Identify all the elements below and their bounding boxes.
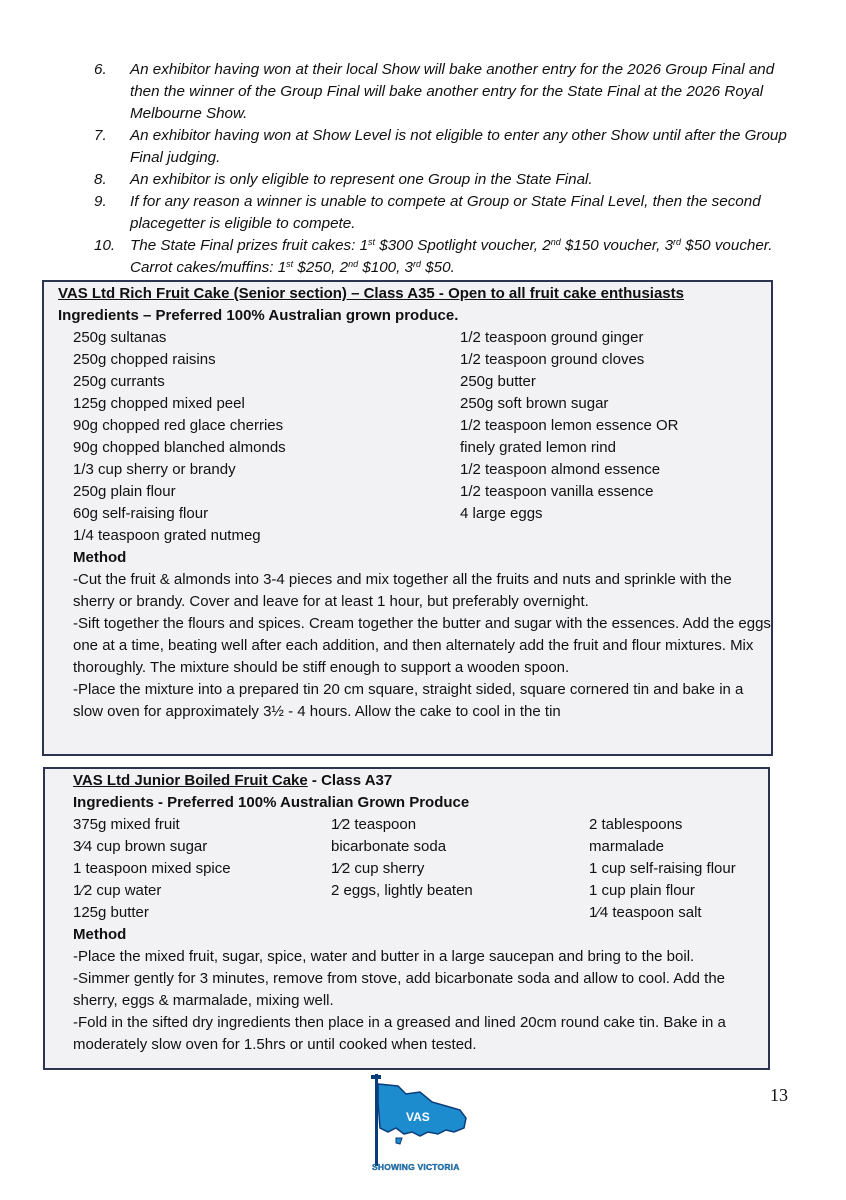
ingredient-item: 250g chopped raisins — [73, 351, 216, 368]
page-number: 13 — [770, 1085, 788, 1105]
method-step: -Fold in the sifted dry ingredients then place in a greased and lined 20cm round cake tin. Bake in a moderately slow oven for 1.5hrs or until cooked when tested. — [73, 1014, 726, 1053]
method-step: -Simmer gently for 3 minutes, remove from stove, add bicarbonate soda and allow to cool. Add the sherry, eggs & marmalade, mixing well. — [73, 970, 726, 1009]
senior-ingredients-heading: Ingredients – Preferred 100% Australian grown produce. — [58, 307, 459, 324]
senior-method — [73, 547, 773, 723]
ingredient-item: 125g chopped mixed peel — [73, 395, 245, 412]
junior-ingredients — [73, 814, 769, 924]
logo-badge-text: VAS — [406, 1110, 430, 1124]
ingredient-item: 250g butter — [460, 373, 536, 390]
ingredient-item: 250g plain flour — [73, 483, 176, 500]
ingredient-item: 250g currants — [73, 373, 165, 390]
ingredient-item: 90g chopped red glace cherries — [73, 417, 284, 434]
ingredient-item: 1⁄2 teaspoon — [331, 816, 417, 833]
ingredient-item: finely grated lemon rind — [460, 439, 616, 456]
ingredient-item: bicarbonate soda — [331, 838, 447, 855]
ingredients-column — [589, 814, 736, 924]
ingredient-item: 1/4 teaspoon grated nutmeg — [73, 527, 261, 544]
ingredient-item: marmalade — [589, 838, 665, 855]
ingredient-item: 2 eggs, lightly beaten — [331, 882, 473, 899]
method-step: -Cut the fruit & almonds into 3-4 pieces and mix together all the fruits and nuts and sprinkle with the sherry or brandy. Cover and leave for at least 1 hour, but preferably overnight. — [73, 571, 732, 610]
senior-recipe-box — [42, 280, 773, 756]
ingredient-item: 1⁄2 cup sherry — [331, 860, 425, 877]
ingredient-item: 1/2 teaspoon vanilla essence — [460, 483, 654, 500]
ingredient-item: 1 teaspoon mixed spice — [73, 860, 231, 877]
method-step: -Sift together the flours and spices. Cream together the butter and sugar with the essences. Add the eggs one at a time, beating well after each addition, and then alternately add the fruit and flour mixtures. Mix thoroughly. The mixture should be stiff enough to support a wooden spoon. — [73, 615, 771, 676]
ingredients-column — [73, 327, 460, 547]
ingredient-item: 60g self-raising flour — [73, 505, 209, 522]
ingredients-column — [460, 327, 678, 547]
ingredient-item: 1/2 teaspoon ground ginger — [460, 329, 644, 346]
ingredient-item: 1/2 teaspoon almond essence — [460, 461, 661, 478]
ingredient-item: 4 large eggs — [460, 505, 543, 522]
rule-item: 8. An exhibitor is only eligible to represent one Group in the State Final. — [94, 171, 593, 188]
vas-logo-icon — [368, 1072, 478, 1176]
ingredient-item: 1⁄4 teaspoon salt — [589, 904, 702, 921]
rule-item: 7. An exhibitor having won at Show Level is not eligible to enter any other Show until after the Group Final judging. — [94, 127, 787, 166]
method-heading: Method — [73, 549, 127, 566]
ingredient-item: 375g mixed fruit — [73, 816, 180, 833]
method-step: -Place the mixture into a prepared tin 20 cm square, straight sided, square cornered tin and bake in a slow oven for approximately 3½ - 4 hours. Allow the cake to cool in the tin — [73, 681, 744, 720]
ingredient-item: 1 cup plain flour — [589, 882, 695, 899]
ingredient-item: 1/2 teaspoon ground cloves — [460, 351, 645, 368]
ingredient-item: 1/2 teaspoon lemon essence OR — [460, 417, 679, 434]
ingredient-item: 250g soft brown sugar — [460, 395, 609, 412]
junior-recipe-box: VAS Ltd Junior Boiled Fruit Cake - Class A37 Ingredients - Preferred 100% Australian Grown Produce 375g mixed fruit 3⁄4 cup brown sugar 1 teaspoon mixed spice 1⁄2 cup water 125g butter 1⁄2 teaspoon bicarbonate soda 1⁄2 cup sherry 2 eggs, lightly beaten 2 tablespoons marmalade 1 cup self-raising flour 1 cup plain flour 1⁄4 teaspoon salt Method -Place the mixed fruit, sugar, spice, water and butter in a large saucepan and bring to the boil. -Simmer gently for 3 minutes, remove from stove, add bicarbonate soda and allow to cool. Add the sherry, eggs & marmalade, mixing well. -Fold in the sifted dry ingredients then place in a greased and lined 20cm round cake tin. Bake in a moderately slow oven for 1.5hrs or until cooked when tested. — [43, 767, 770, 1070]
junior-method — [73, 924, 769, 1056]
ingredient-item: 2 tablespoons — [589, 816, 683, 833]
ingredient-item: 1/3 cup sherry or brandy — [73, 461, 236, 478]
ingredient-item: 1 cup self-raising flour — [589, 860, 736, 877]
method-step: -Place the mixed fruit, sugar, spice, water and butter in a large saucepan and bring to the boil. — [73, 948, 695, 965]
rule-item: 9. If for any reason a winner is unable to compete at Group or State Final Level, then the second placegetter is eligible to compete. — [94, 193, 761, 232]
rule-item: 6. An exhibitor having won at their local Show will bake another entry for the 2026 Group Final and then the winner of the Group Final will bake another entry for the State Final at the 2026 Royal Melbourne Show. — [94, 61, 775, 122]
senior-ingredients — [73, 327, 763, 547]
ingredient-item: 1⁄2 cup water — [73, 882, 162, 899]
ingredients-column — [331, 814, 589, 924]
ingredients-column — [73, 814, 331, 924]
logo-caption: SHOWING VICTORIA — [372, 1162, 460, 1172]
ingredient-item: 250g sultanas — [73, 329, 167, 346]
ingredient-item: 90g chopped blanched almonds — [73, 439, 286, 456]
rule-item: 10. The State Final prizes fruit cakes: 1st $300 Spotlight voucher, 2nd $150 voucher, 3rd $50 voucher. Carrot cakes/muffins: 1st $250, 2nd $100, 3rd $50. — [94, 237, 773, 276]
senior-heading: VAS Ltd Rich Fruit Cake (Senior section) – Class A35 - Open to all fruit cake enthusiasts — [58, 285, 684, 302]
rules-list — [90, 59, 790, 279]
method-heading: Method — [73, 926, 127, 943]
ingredient-item: 125g butter — [73, 904, 149, 921]
junior-heading: VAS Ltd Junior Boiled Fruit Cake — [73, 772, 308, 789]
junior-ingredients-heading: Ingredients - Preferred 100% Australian Grown Produce — [73, 794, 470, 811]
ingredient-item: 3⁄4 cup brown sugar — [73, 838, 208, 855]
